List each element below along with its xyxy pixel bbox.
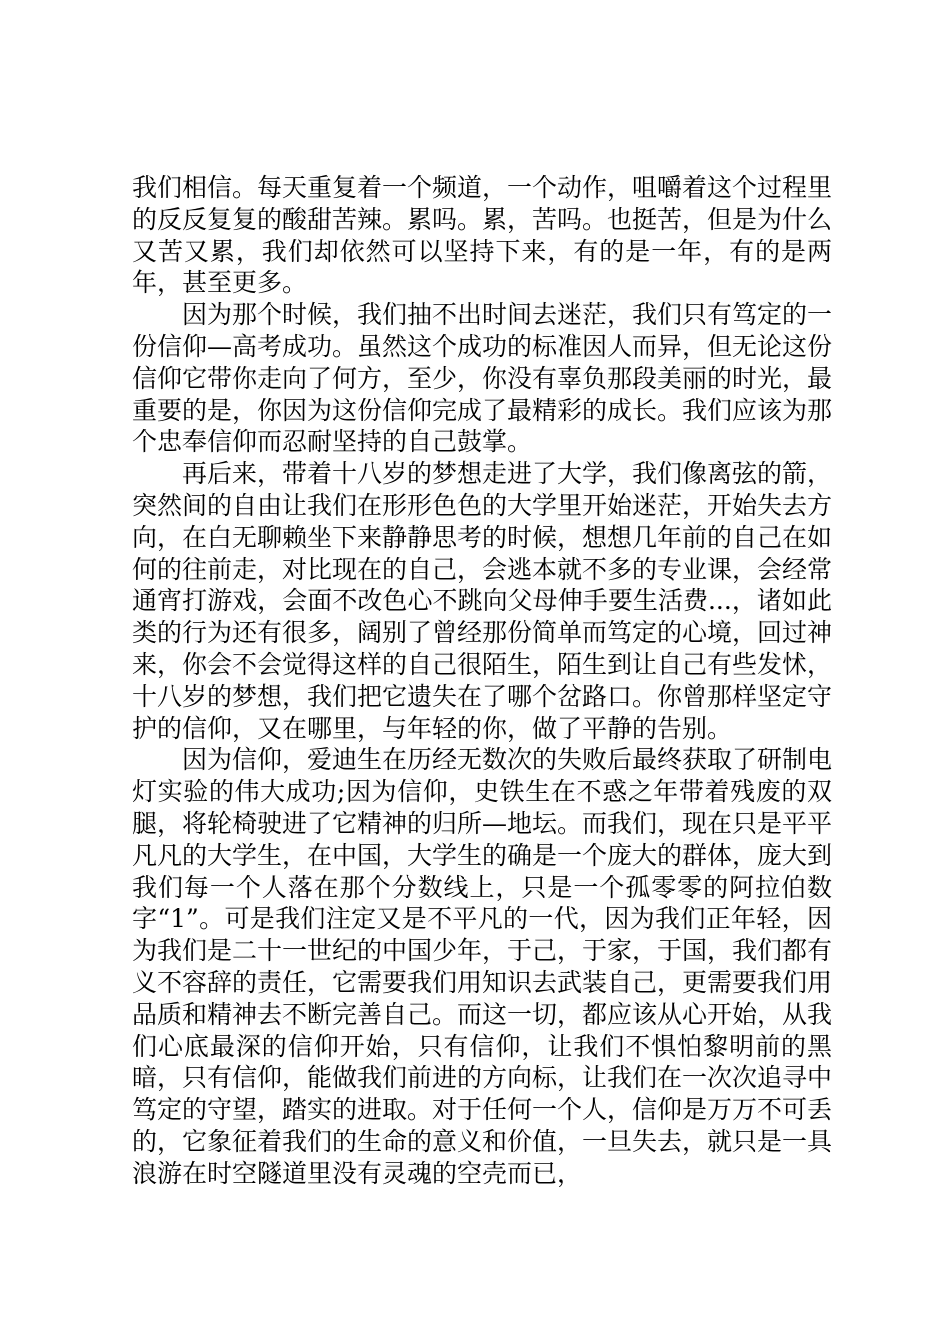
paragraph-1: 我们相信。每天重复着一个频道，一个动作，咀嚼着这个过程里的反反复复的酸甜苦辣。累吗。累，苦吗。也挺苦，但是为什么又苦又累，我们却依然可以坚持下来，有的是一年，有的是两年，甚至更多。 [132,173,833,298]
paragraph-3: 再后来，带着十八岁的梦想走进了大学，我们像离弦的箭，突然间的自由让我们在形形色色的大学里开始迷茫，开始失去方向，在白无聊赖坐下来静静思考的时候，想想几年前的自己在如何的往前走，对比现在的自己，会逃本就不多的专业课，会经常通宵打游戏，会面不改色心不跳向父母伸手要生活费...，诸如此类的行为还有很多，阔别了曾经那份简单而笃定的心境，回过神来，你会不会觉得这样的自己很陌生，陌生到让自己有些发怵，十八岁的梦想，我们把它遗失在了哪个岔路口。你曾那样坚定守护的信仰，又在哪里，与年轻的你，做了平静的告别。 [132,459,833,743]
paragraph-2: 因为那个时候，我们抽不出时间去迷茫，我们只有笃定的一份信仰—高考成功。虽然这个成功的标准因人而异，但无论这份信仰它带你走向了何方，至少，你没有辜负那段美丽的时光，最重要的是，你因为这份信仰完成了最精彩的成长。我们应该为那个忠奉信仰而忍耐坚持的自己鼓掌。 [132,300,833,457]
document-body [132,172,832,1190]
paragraph-4: 因为信仰，爱迪生在历经无数次的失败后最终获取了研制电灯实验的伟大成功;因为信仰，史铁生在不惑之年带着残废的双腿，将轮椅驶进了它精神的归所—地坛。而我们，现在只是平平凡凡的大学生，在中国，大学生的确是一个庞大的群体，庞大到我们每一个人落在那个分数线上，只是一个孤零零的阿拉伯数字“1”。可是我们注定又是不平凡的一代，因为我们正年轻，因为我们是二十一世纪的中国少年，于己，于家，于国，我们都有义不容辞的责任，它需要我们用知识去武装自己，更需要我们用品质和精神去不断完善自己。而这一切，都应该从心开始，从我们心底最深的信仰开始，只有信仰，让我们不惧怕黎明前的黑暗，只有信仰，能做我们前进的方向标，让我们在一次次追寻中笃定的守望，踏实的进取。对于任何一个人，信仰是万万不可丢的，它象征着我们的生命的意义和价值，一旦失去，就只是一具浪游在时空隧道里没有灵魂的空壳而已， [132,745,833,1188]
